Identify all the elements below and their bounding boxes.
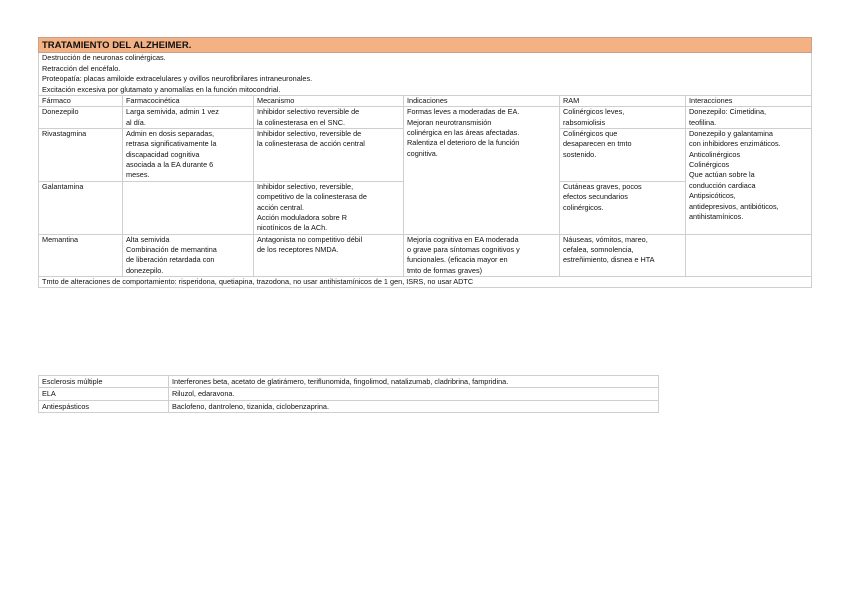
header-cell: Fármaco xyxy=(39,95,123,106)
cell-line: Donezepilo y galantamina xyxy=(689,129,773,138)
cell-line: acción central. xyxy=(257,202,305,212)
pharmacokinetics-cell xyxy=(123,107,254,129)
disease-drugs: Interferones beta, acetato de glatirámero, teriflunomida, fingolimod, natalizumab, cladribrina, fampridina. xyxy=(169,376,659,388)
pharmacokinetics-cell xyxy=(123,129,254,182)
header-row xyxy=(39,95,812,106)
cell-line: teofilina. xyxy=(689,117,717,127)
disease-drugs: Baclofeno, dantroleno, tizanida, ciclobenzaprina. xyxy=(169,400,659,412)
disease-drugs: Riluzol, edaravona. xyxy=(169,388,659,400)
drug-name: Memantina xyxy=(39,234,123,276)
header-cell: Mecanismo xyxy=(254,95,404,106)
cell-line: antidepresivos, antibióticos, xyxy=(689,201,779,211)
cell-line: Ralentiza el deterioro de la función xyxy=(407,138,520,148)
cell-line: Antagonista no competitivo débil xyxy=(257,234,363,244)
cell-line: asociada a la EA durante 6 xyxy=(126,160,214,170)
adverse-reactions-cell xyxy=(560,107,686,129)
intro-line: Destrucción de neuronas colinérgicas. xyxy=(42,53,166,63)
intro-notes xyxy=(39,53,812,95)
interactions-cell xyxy=(686,107,812,129)
behavior-treatment-footer: Tmto de alteraciones de comportamiento: risperidona, quetiapina, trazodona, no usar antihistamínicos de 1 gen, ISRS, no usar ADTC xyxy=(39,277,812,288)
table-row xyxy=(39,234,812,276)
pharmacokinetics-cell xyxy=(123,181,254,234)
mechanism-cell xyxy=(254,234,404,276)
cell-line: retrasa significativamente la xyxy=(126,139,217,149)
cell-line: la colinesterasa en el SNC. xyxy=(257,117,346,127)
cell-line: funcionales. (eficacia mayor en xyxy=(407,255,508,265)
cell-line: competitivo de la colinesterasa de xyxy=(257,192,367,202)
disease-name: ELA xyxy=(39,388,169,400)
adverse-reactions-cell xyxy=(560,234,686,276)
cell-line: discapacidad cognitiva xyxy=(126,149,200,159)
cell-line: antihistamínicos. xyxy=(689,211,744,221)
cell-line: Colinérgicos xyxy=(689,160,730,170)
intro-line: Excitación excesiva por glutamato y anomalías en la función mitocondrial. xyxy=(42,84,281,94)
cell-line: o grave para síntomas cognitivos y xyxy=(407,244,520,254)
intro-line: Proteopatía: placas amiloide extracelulares y ovillos neurofibrilares intraneuronales. xyxy=(42,74,313,84)
cell-line: al día. xyxy=(126,117,146,127)
cell-line: la colinesterasa de acción central xyxy=(257,139,365,149)
cell-line: de los receptores NMDA. xyxy=(257,244,339,254)
table-row xyxy=(39,107,812,129)
cell-line: efectos secundarios xyxy=(563,192,628,202)
cell-line: Inhibidor selectivo, reversible de xyxy=(257,129,362,138)
header-cell: Indicaciones xyxy=(404,95,560,106)
cell-line: tmto de formas graves) xyxy=(407,265,483,275)
interactions-shared-cell xyxy=(686,129,812,235)
interactions-cell xyxy=(686,234,812,276)
cell-line: cefalea, somnolencia, xyxy=(563,244,634,254)
drug-name: Donezepilo xyxy=(39,107,123,129)
mechanism-cell xyxy=(254,129,404,182)
other-diseases-table xyxy=(38,375,659,413)
cell-line: Colinérgicos que xyxy=(563,129,618,138)
table-title: TRATAMIENTO DEL ALZHEIMER. xyxy=(39,38,812,53)
cell-line: Donezepilo: Cimetidina, xyxy=(689,107,767,117)
cell-line: Inhibidor selectivo, reversible, xyxy=(257,181,354,191)
cell-line: meses. xyxy=(126,170,150,180)
pharmacokinetics-cell xyxy=(123,234,254,276)
cell-line: con inhibidores enzimáticos. xyxy=(689,139,781,149)
cell-line: rabsomiolisis xyxy=(563,117,606,127)
cell-line: Alta semivida xyxy=(126,234,170,244)
cell-line: cognitiva. xyxy=(407,148,438,158)
table-row xyxy=(39,400,659,412)
adverse-reactions-cell xyxy=(560,181,686,234)
cell-line: Combinación de memantina xyxy=(126,244,217,254)
cell-line: Náuseas, vómitos, mareo, xyxy=(563,234,648,244)
header-cell: Interacciones xyxy=(686,95,812,106)
mechanism-cell xyxy=(254,181,404,234)
indications-cell xyxy=(404,234,560,276)
cell-line: colinérgicos. xyxy=(563,202,604,212)
cell-line: Que actúan sobre la xyxy=(689,170,755,180)
cell-line: Antipsicóticos, xyxy=(689,191,736,201)
table-row xyxy=(39,388,659,400)
drug-name: Galantamina xyxy=(39,181,123,234)
cell-line: Mejoran neurotransmisión xyxy=(407,117,492,127)
cell-line: desaparecen en tmto xyxy=(563,139,632,149)
disease-name: Antiespásticos xyxy=(39,400,169,412)
cell-line: Mejoría cognitiva en EA moderada xyxy=(407,234,519,244)
intro-line: Retracción del encéfalo. xyxy=(42,63,121,73)
cell-line: nicotínicos de la ACh. xyxy=(257,223,328,233)
cell-line: conducción cardiaca xyxy=(689,180,756,190)
cell-line: donezepilo. xyxy=(126,265,164,275)
cell-line: Larga semivida, admin 1 vez xyxy=(126,107,219,117)
header-cell: Farmacocinética xyxy=(123,95,254,106)
drug-name: Rivastagmina xyxy=(39,129,123,182)
cell-line: estreñimiento, disnea e HTA xyxy=(563,255,655,265)
table-row xyxy=(39,376,659,388)
cell-line: sostenido. xyxy=(563,149,597,159)
mechanism-cell xyxy=(254,107,404,129)
disease-name: Esclerosis múltiple xyxy=(39,376,169,388)
adverse-reactions-cell xyxy=(560,129,686,182)
cell-line: Anticolinérgicos xyxy=(689,149,741,159)
cell-line: Admin en dosis separadas, xyxy=(126,129,215,138)
cell-line: Inhibidor selectivo reversible de xyxy=(257,107,360,117)
indications-shared-cell xyxy=(404,107,560,234)
cell-line: Formas leves a moderadas de EA. xyxy=(407,107,520,117)
cell-line: Cutáneas graves, pocos xyxy=(563,181,642,191)
header-cell: RAM xyxy=(560,95,686,106)
cell-line: de liberación retardada con xyxy=(126,255,215,265)
cell-line: Colinérgicos leves, xyxy=(563,107,625,117)
cell-line: Acción moduladora sobre R xyxy=(257,212,348,222)
cell-line: colinérgica en las áreas afectadas. xyxy=(407,128,520,137)
alzheimer-treatment-table xyxy=(38,37,812,288)
